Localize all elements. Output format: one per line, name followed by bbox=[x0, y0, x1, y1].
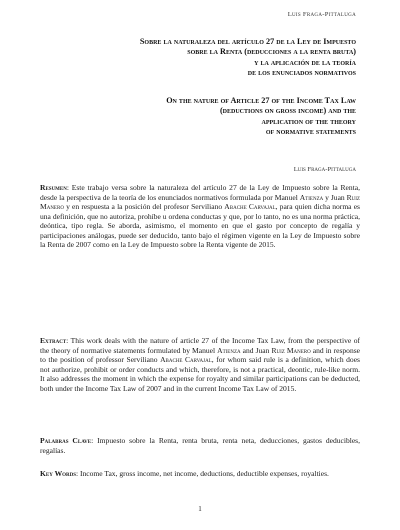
resumen-text-3: y en respuesta a la posición del profesor Serviliano bbox=[63, 202, 225, 212]
resumen-label: Resumen bbox=[40, 183, 67, 192]
extract-text-1: : This work deals with the nature of article 27 of the Income Tax Law, from the perspective of the theory of normative statements formulated by Manuel bbox=[40, 336, 360, 355]
title-en-line-2: (deductions on gross income) and the bbox=[219, 106, 356, 116]
abstract-english bbox=[40, 336, 360, 393]
title-es-line-2: sobre la Renta (deducciones a la renta bruta) bbox=[187, 47, 356, 57]
extract-name-ruiz-manero: Ruiz Manero bbox=[271, 345, 311, 355]
keywords-english bbox=[40, 469, 360, 479]
palabras-clave-label: Palabras Clave bbox=[40, 436, 92, 445]
title-english bbox=[56, 96, 356, 137]
key-words-label: Key Words bbox=[40, 469, 77, 478]
extract-name-abache: Abache Carvajal bbox=[160, 355, 212, 365]
resumen-text-1: : Este trabajo versa sobre la naturaleza del artículo 27 de la Ley de Impuesto sobre la Renta, desde la perspectiva de la teoría de los enunciados normativos formulada por Manuel bbox=[40, 183, 360, 202]
resumen-name-atienza: Atienza bbox=[299, 192, 324, 202]
resumen-name-abache: Abache Carvajal bbox=[224, 202, 276, 212]
title-es-line-3: y la aplicación de la teoría bbox=[254, 57, 356, 67]
extract-text-4: , for whom said rule is a definition, which does not authorize, prohibit or order conducts and which, therefore, is not a practical, deontic, rule-like norm. It also addresses the moment in which the expense for royalty and similar participations can be deducted, both under the Income Tax Law of 2007 and in the current Income Tax Law of 2015. bbox=[40, 355, 360, 393]
extract-text-2: and Juan bbox=[240, 345, 272, 355]
resumen-text-4: , para quien dicha norma es una definición, que no autoriza, prohíbe u ordena conductas y que, por lo tanto, no es una norma práctica, deóntica, tipo regla. Se aborda, asimismo, el momento en que el gasto por concepto de regalía y participaciones análogas, puede ser deducido, tanto bajo el régimen vigente en la Ley de Impuesto sobre la Renta de 2007 como en la Ley de Impuesto sobre la Renta vigente de 2015. bbox=[40, 202, 360, 250]
title-en-line-4: of normative statements bbox=[265, 126, 356, 136]
author-byline: Luis Fraga-Pittaluga bbox=[293, 166, 356, 173]
page-number: 1 bbox=[198, 505, 202, 513]
title-en-line-3: application of the theory bbox=[261, 116, 356, 126]
title-en-line-1: On the nature of Article 27 of the Income Tax Law bbox=[166, 96, 356, 105]
running-header-author: Luis Fraga-Pittaluga bbox=[287, 11, 356, 18]
title-es-line-4: de los enunciados normativos bbox=[247, 67, 356, 77]
keywords-spanish bbox=[40, 436, 360, 455]
resumen-text-2: y Juan bbox=[323, 192, 347, 202]
abstract-spanish bbox=[40, 183, 360, 250]
title-es-line-1: Sobre la naturaleza del artículo 27 de la Ley de Impuesto bbox=[139, 37, 356, 46]
palabras-clave-text: : Impuesto sobre la Renta, renta bruta, renta neta, deducciones, gastos deducibles, regalías. bbox=[40, 436, 361, 455]
extract-name-atienza: Atienza bbox=[217, 345, 241, 355]
extract-text-3: and in response to the position of professor Serviliano bbox=[40, 345, 361, 365]
key-words-text: : Income Tax, gross income, net income, deductions, deductible expenses, royalties. bbox=[76, 469, 329, 478]
resumen-name-ruiz-manero: Ruiz Manero bbox=[40, 192, 360, 212]
title-spanish bbox=[56, 37, 356, 78]
extract-label: Extract bbox=[40, 336, 67, 345]
